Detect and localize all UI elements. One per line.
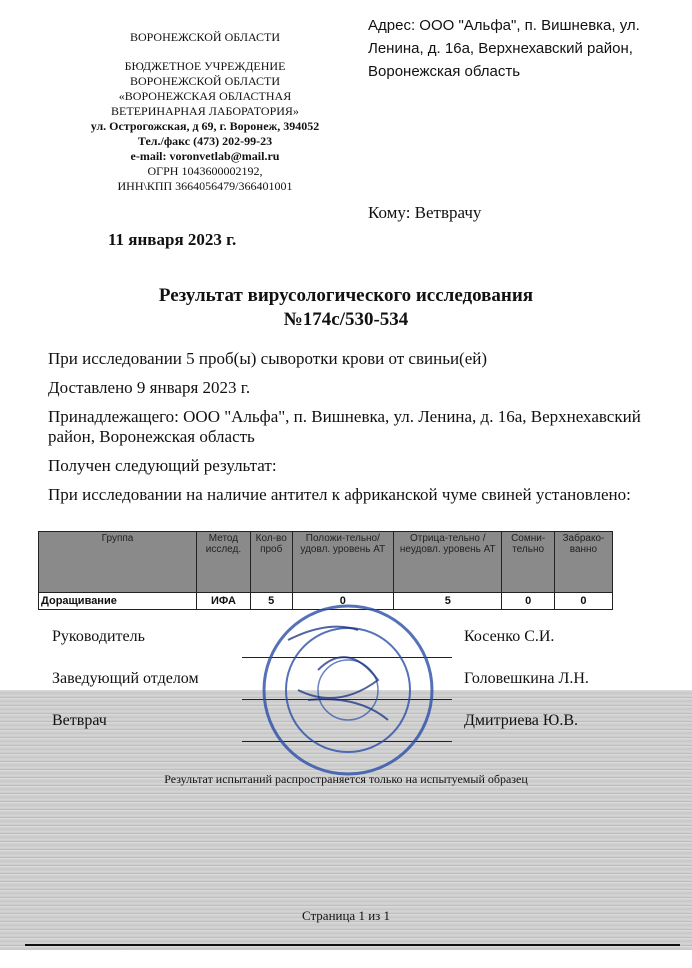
- org-line: БЮДЖЕТНОЕ УЧРЕЖДЕНИЕ: [124, 59, 286, 73]
- cell: 0: [554, 593, 612, 610]
- org-line: ВОРОНЕЖСКОЙ ОБЛАСТИ: [129, 74, 281, 88]
- page-number: Страница 1 из 1: [301, 908, 391, 923]
- org-line: «ВОРОНЕЖСКАЯ ОБЛАСТНАЯ: [118, 89, 292, 103]
- document-date: 11 января 2023 г.: [108, 230, 237, 249]
- cell: ИФА: [197, 593, 251, 610]
- body-line: Доставлено 9 января 2023 г.: [48, 378, 251, 397]
- results-table: [38, 531, 613, 610]
- org-top: ВОРОНЕЖСКОЙ ОБЛАСТИ: [129, 30, 281, 44]
- column-header: Отрица-тельно / неудовл. уровень АТ: [394, 532, 502, 593]
- column-header: Группа: [39, 532, 197, 593]
- title-line: Результат вирусологического исследования: [158, 285, 534, 306]
- lab-address: ул. Острогожская, д 69, г. Воронеж, 394052: [90, 119, 320, 133]
- document-title: [0, 284, 692, 332]
- body-line: Принадлежащего: ООО "Альфа", п. Вишневка, ул. Ленина, д. 16а, Верхнехавский район, Воронежская область: [48, 407, 641, 446]
- cell: 5: [394, 593, 502, 610]
- signature-role: Ветврач: [52, 712, 107, 729]
- lab-phone: Тел./факс (473) 202-99-23: [137, 134, 273, 148]
- column-header: Сомни-тельно: [502, 532, 555, 593]
- document-number: №174с/530-534: [283, 309, 409, 330]
- cell: Доращивание: [39, 593, 197, 610]
- official-stamp: [258, 600, 438, 780]
- lab-ogrn: ОГРН 1043600002192,: [147, 164, 263, 178]
- body-line: При исследовании 5 проб(ы) сыворотки крови от свиньи(ей): [48, 349, 488, 368]
- document-body: [48, 349, 658, 514]
- body-line: При исследовании на наличие антител к африканской чуме свиней установлено:: [48, 485, 631, 504]
- org-line: ВЕТЕРИНАРНАЯ ЛАБОРАТОРИЯ»: [111, 104, 299, 118]
- signature-name: Головешкина Л.Н.: [464, 670, 589, 687]
- lab-inn: ИНН\КПП 3664056479/366401001: [117, 179, 293, 193]
- recipient: Кому: Ветврачу: [368, 203, 482, 222]
- cell: 5: [250, 593, 292, 610]
- body-line: Получен следующий результат:: [48, 456, 277, 475]
- lab-email: e-mail: voronvetlab@mail.ru: [130, 149, 280, 163]
- lab-header: [60, 30, 350, 194]
- cell: 0: [292, 593, 394, 610]
- signature-role: Заведующий отделом: [52, 670, 199, 687]
- table-header-row: [39, 532, 613, 593]
- column-header: Положи-тельно/ удовл. уровень АТ: [292, 532, 394, 593]
- cell: 0: [502, 593, 555, 610]
- signature-name: Дмитриева Ю.В.: [464, 712, 579, 729]
- column-header: Метод исслед.: [197, 532, 251, 593]
- column-header: Кол-во проб: [250, 532, 292, 593]
- recipient-address: Адрес: ООО "Альфа", п. Вишневка, ул. Ленина, д. 16а, Верхнехавский район, Воронежская область: [368, 17, 640, 80]
- signature-role: Руководитель: [52, 628, 145, 645]
- disclaimer-note: Результат испытаний распространяется только на испытуемый образец: [164, 772, 528, 786]
- bottom-rule: [25, 944, 680, 946]
- signature-name: Косенко С.И.: [464, 628, 555, 645]
- column-header: Забрако-ванно: [554, 532, 612, 593]
